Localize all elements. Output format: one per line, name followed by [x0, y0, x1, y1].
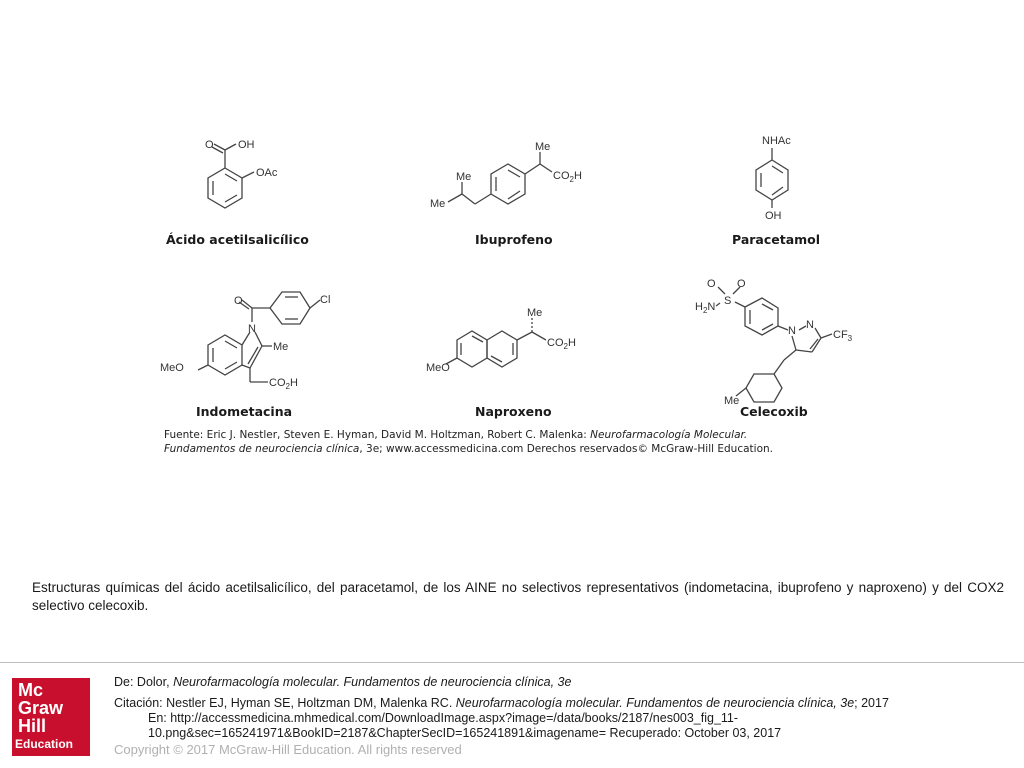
celecoxib-h2n: $H_2N$	[695, 301, 716, 315]
citation-reference: Citación: Nestler EJ, Hyman SE, Holtzman DM, Malenka RC. Neurofarmacología molecular. Fundamentos de neurociencia clínica, 3e; 2017 En: http://accessmedicina.mhmedical.com/DownloadImage.aspx?image=/data/books/2187/nes003_fig_11-10.png&sec=165241971&BookID=2187&ChapterSecID=165241891&imagename= Recuperado: October 03, 2017	[114, 696, 889, 740]
aspirin-oh-label: OH	[238, 139, 255, 151]
logo-line-hill: Hill	[18, 716, 47, 736]
indomethacin-cl-label: Cl	[320, 294, 331, 306]
figure-source-line1: Fuente: Eric J. Nestler, Steven E. Hyman, David M. Holtzman, Robert C. Malenka: Neurofarmacología Molecular.	[164, 429, 748, 441]
citation-url[interactable]: En: http://accessmedicina.mhmedical.com/DownloadImage.aspx?image=/data/books/2187/nes003_fig_11-10.png&sec=165241971&BookID=2187&ChapterSecID=165241891&imagename= Recuperado: October 03, 2017	[148, 711, 782, 740]
ibuprofen-co2h: $CO_2H$	[553, 170, 582, 184]
figure-caption: Estructuras químicas del ácido acetilsalicílico, del paracetamol, de los AINE no selectivos representativos (indometacina, ibuprofeno y naproxeno) y del COX2 selectivo celecoxib.	[32, 580, 1004, 613]
citation-block	[114, 675, 1014, 757]
aspirin-name: Ácido acetilsalicílico	[166, 232, 309, 247]
logo-line-mc: Mc	[18, 680, 44, 700]
logo-line-graw: Graw	[18, 698, 64, 718]
celecoxib-structure	[695, 278, 853, 419]
indomethacin-meo-label: MeO	[160, 362, 184, 374]
aspirin-o-label: O	[205, 139, 214, 151]
indomethacin-structure	[160, 292, 330, 419]
aspirin-oac-label: OAc	[256, 167, 278, 179]
naproxen-me-label: Me	[527, 307, 543, 319]
indomethacin-n-label: N	[248, 323, 256, 335]
copyright-notice: Copyright © 2017 McGraw-Hill Education. All rights reserved	[114, 742, 462, 757]
ibuprofen-name: Ibuprofeno	[475, 232, 553, 247]
paracetamol-name: Paracetamol	[732, 232, 821, 247]
naproxen-structure	[426, 307, 576, 419]
aspirin-structure	[166, 139, 309, 247]
naproxen-co2h: $CO_2H$	[547, 337, 576, 351]
celecoxib-n2-label: N	[806, 319, 814, 331]
paracetamol-oh-label: OH	[765, 210, 782, 222]
ibuprofen-structure	[430, 141, 582, 247]
citation-source: De: Dolor, Neurofarmacología molecular. Fundamentos de neurociencia clínica, 3e	[114, 675, 572, 689]
celecoxib-o1-label: O	[707, 278, 716, 290]
chemical-structures-figure	[150, 120, 853, 460]
ibuprofen-me-top: Me	[456, 171, 472, 183]
celecoxib-o2-label: O	[737, 278, 746, 290]
paracetamol-nhac-label: NHAc	[762, 135, 791, 147]
celecoxib-n1-label: N	[788, 325, 796, 337]
indomethacin-o-label: O	[234, 295, 243, 307]
celecoxib-cf3: $CF_3$	[833, 329, 853, 343]
naproxen-name: Naproxeno	[475, 404, 552, 419]
footer-divider	[0, 662, 1024, 663]
ibuprofen-me-bottom: Me	[430, 198, 446, 210]
indomethacin-me-label: Me	[273, 341, 289, 353]
mcgraw-hill-logo	[12, 678, 90, 756]
celecoxib-me-label: Me	[724, 395, 740, 407]
paracetamol-structure	[732, 135, 820, 247]
celecoxib-s-label: S	[724, 295, 732, 307]
naproxen-meo-label: MeO	[426, 362, 450, 374]
indomethacin-co2h: $CO_2H$	[269, 377, 298, 391]
indomethacin-name: Indometacina	[196, 404, 293, 419]
figure-source	[164, 429, 773, 455]
logo-line-education: Education	[15, 737, 74, 751]
celecoxib-name: Celecoxib	[740, 404, 808, 419]
ibuprofen-me-right: Me	[535, 141, 551, 153]
figure-source-line2: Fundamentos de neurociencia clínica, 3e; www.accessmedicina.com Derechos reservados© McGraw-Hill Education.	[164, 443, 773, 455]
